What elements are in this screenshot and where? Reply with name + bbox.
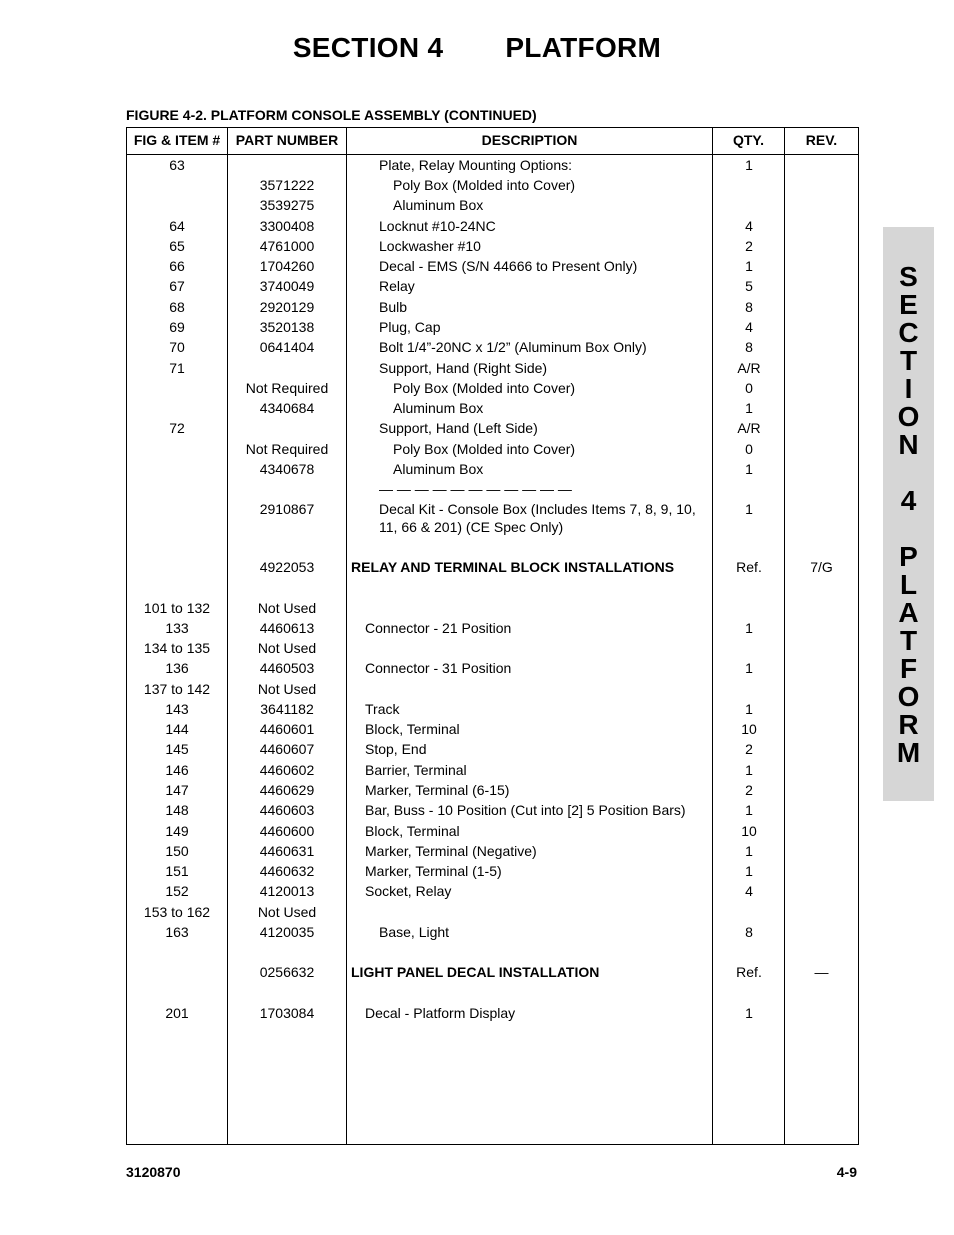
side-tab-letter: R <box>898 709 919 740</box>
part-number-cell: 4120013 <box>259 883 315 899</box>
description-cell: Decal - Platform Display <box>365 1005 516 1021</box>
fig-item-cell: 145 <box>165 741 189 757</box>
qty-cell: 1 <box>745 501 753 517</box>
part-number-cell: 4460600 <box>259 823 315 839</box>
qty-cell: Ref. <box>736 964 762 980</box>
fig-item-cell: 68 <box>169 299 185 315</box>
description-cell: Bolt 1/4”-20NC x 1/2” (Aluminum Box Only) <box>379 339 647 355</box>
fig-item-cell: 65 <box>169 238 185 254</box>
fig-item-cell: 152 <box>165 883 189 899</box>
fig-item-cell: 66 <box>169 258 185 274</box>
fig-item-cell: 63 <box>169 157 185 173</box>
description-cell: Plate, Relay Mounting Options: <box>379 157 572 173</box>
fig-item-cell: 146 <box>165 762 189 778</box>
part-number-cell: 4460607 <box>259 741 315 757</box>
section-title <box>0 32 954 64</box>
part-number-cell: 4340678 <box>259 461 315 477</box>
side-tab-letter: A <box>898 597 919 628</box>
side-tab-letter: F <box>899 653 918 684</box>
description-cell: Connector - 21 Position <box>365 620 512 636</box>
qty-cell: 5 <box>745 278 753 294</box>
fig-item-cell: 147 <box>165 782 189 798</box>
rev-cell: — <box>814 964 829 980</box>
qty-cell: A/R <box>737 360 761 376</box>
qty-cell: 4 <box>745 883 753 899</box>
column-header-qty: QTY. <box>732 132 765 148</box>
part-number-cell: 1703084 <box>259 1005 315 1021</box>
part-number-cell: 3641182 <box>260 701 314 717</box>
fig-item-cell: 143 <box>165 701 189 717</box>
part-number-cell: 3539275 <box>259 197 315 213</box>
part-number-cell: 4460503 <box>259 660 315 676</box>
part-number-cell: 4460601 <box>259 721 315 737</box>
fig-item-cell: 137 to 142 <box>143 681 211 697</box>
description-cell: Poly Box (Molded into Cover) <box>393 380 576 396</box>
description-cell: Stop, End <box>365 741 427 757</box>
description-cell: Support, Hand (Right Side) <box>379 360 548 376</box>
qty-cell: 1 <box>745 400 753 416</box>
part-number-cell: Not Used <box>257 600 317 616</box>
qty-cell: A/R <box>737 420 761 436</box>
qty-cell: 8 <box>745 299 753 315</box>
column-divider <box>346 128 347 1144</box>
column-header-description: DESCRIPTION <box>481 132 578 148</box>
document-number: 3120870 <box>126 1164 181 1180</box>
description-cell: Marker, Terminal (1-5) <box>365 863 502 879</box>
part-number-cell: 3571222 <box>259 177 315 193</box>
side-tab-letter: N <box>898 429 919 460</box>
description-cell: Socket, Relay <box>365 883 452 899</box>
side-tab-letter: 4 <box>900 485 917 516</box>
description-cell: Marker, Terminal (6-15) <box>365 782 510 798</box>
description-cell: — — — — — — — — — — — <box>379 481 572 497</box>
fig-item-cell: 136 <box>165 660 189 676</box>
description-cell: LIGHT PANEL DECAL INSTALLATION <box>351 964 600 980</box>
part-number-cell: 3300408 <box>259 218 315 234</box>
description-cell: Plug, Cap <box>379 319 441 335</box>
qty-cell: Ref. <box>736 559 762 575</box>
description-cell: Base, Light <box>379 924 450 940</box>
fig-item-cell: 101 to 132 <box>143 600 211 616</box>
side-tab-letter: P <box>899 541 918 572</box>
qty-cell: 8 <box>745 339 753 355</box>
fig-item-cell: 153 to 162 <box>143 904 211 920</box>
description-cell: RELAY AND TERMINAL BLOCK INSTALLATIONS <box>351 559 675 575</box>
part-number-cell: Not Used <box>257 640 317 656</box>
qty-cell: 10 <box>741 823 757 839</box>
qty-cell: 0 <box>745 380 753 396</box>
fig-item-cell: 70 <box>169 339 185 355</box>
side-tab-letter: S <box>899 261 918 292</box>
description-cell: Block, Terminal <box>365 721 460 737</box>
side-tab-letter: C <box>898 317 919 348</box>
part-number-cell: 4460602 <box>259 762 315 778</box>
column-divider <box>784 128 785 1144</box>
description-cell: Block, Terminal <box>365 823 460 839</box>
rev-cell: 7/G <box>810 559 833 575</box>
qty-cell: 1 <box>745 620 753 636</box>
side-tab-letter: T <box>899 345 918 376</box>
qty-cell: 8 <box>745 924 753 940</box>
column-header-rev: REV. <box>805 132 838 148</box>
side-tab-letter: T <box>899 625 918 656</box>
part-number-cell: 2910867 <box>259 501 315 517</box>
qty-cell: 2 <box>745 741 753 757</box>
fig-item-cell: 133 <box>165 620 189 636</box>
qty-cell: 1 <box>745 258 753 274</box>
description-cell: Poly Box (Molded into Cover) <box>393 177 576 193</box>
fig-item-cell: 71 <box>169 360 185 376</box>
side-tab-letter: E <box>899 289 918 320</box>
part-number-cell: 0256632 <box>259 964 315 980</box>
description-cell: Decal - EMS (S/N 44666 to Present Only) <box>379 258 638 274</box>
side-tab-letter: O <box>897 681 920 712</box>
part-number-cell: Not Required <box>245 380 329 396</box>
parts-table <box>126 127 859 1145</box>
side-tab-letter: I <box>904 373 913 404</box>
qty-cell: 1 <box>745 843 753 859</box>
part-number-cell: 2920129 <box>259 299 315 315</box>
fig-item-cell: 151 <box>165 863 189 879</box>
description-cell: Locknut #10-24NC <box>379 218 496 234</box>
part-number-cell: 4460613 <box>259 620 315 636</box>
fig-item-cell: 69 <box>169 319 185 335</box>
description-cell: Connector - 31 Position <box>365 660 512 676</box>
column-header-fig: FIG & ITEM # <box>133 132 221 148</box>
qty-cell: 1 <box>745 660 753 676</box>
qty-cell: 2 <box>745 238 753 254</box>
header-divider <box>127 154 858 155</box>
description-cell: Barrier, Terminal <box>365 762 467 778</box>
qty-cell: 4 <box>745 218 753 234</box>
side-tab-letter: O <box>897 401 920 432</box>
section-number: SECTION 4 <box>292 32 444 63</box>
part-number-cell: 3740049 <box>259 278 315 294</box>
description-cell: Support, Hand (Left Side) <box>379 420 538 436</box>
section-name: PLATFORM <box>505 32 662 63</box>
column-header-part: PART NUMBER <box>235 132 339 148</box>
fig-item-cell: 64 <box>169 218 185 234</box>
fig-item-cell: 144 <box>165 721 189 737</box>
qty-cell: 1 <box>745 802 753 818</box>
part-number-cell: Not Required <box>245 441 329 457</box>
part-number-cell: 4460629 <box>259 782 315 798</box>
part-number-cell: 3520138 <box>259 319 315 335</box>
description-cell: Poly Box (Molded into Cover) <box>393 441 576 457</box>
side-tab-letter: L <box>899 569 918 600</box>
part-number-cell: 4460632 <box>259 863 315 879</box>
part-number-cell: 0641404 <box>259 339 315 355</box>
description-cell: Aluminum Box <box>393 197 484 213</box>
description-cell: Decal Kit - Console Box (Includes Items 7, 8, 9, 10, 11, 66 & 201) (CE Spec Only) <box>379 501 696 535</box>
description-cell: Aluminum Box <box>393 461 484 477</box>
part-number-cell: 4761000 <box>259 238 315 254</box>
qty-cell: 1 <box>745 863 753 879</box>
side-tab-letter: M <box>896 737 921 768</box>
fig-item-cell: 67 <box>169 278 185 294</box>
description-cell: Relay <box>379 278 415 294</box>
figure-title: FIGURE 4-2. PLATFORM CONSOLE ASSEMBLY (CONTINUED) <box>126 107 537 123</box>
qty-cell: 0 <box>745 441 753 457</box>
part-number-cell: 4460631 <box>259 843 315 859</box>
part-number-cell: 4120035 <box>259 924 315 940</box>
description-cell: Lockwasher #10 <box>379 238 481 254</box>
fig-item-cell: 72 <box>169 420 185 436</box>
fig-item-cell: 134 to 135 <box>143 640 211 656</box>
description-cell: Marker, Terminal (Negative) <box>365 843 537 859</box>
fig-item-cell: 201 <box>165 1005 189 1021</box>
page-number: 4-9 <box>836 1164 857 1180</box>
part-number-cell: 4340684 <box>259 400 315 416</box>
qty-cell: 1 <box>745 461 753 477</box>
fig-item-cell: 148 <box>165 802 189 818</box>
part-number-cell: 1704260 <box>259 258 315 274</box>
fig-item-cell: 163 <box>165 924 189 940</box>
part-number-cell: 4460603 <box>259 802 315 818</box>
qty-cell: 2 <box>745 782 753 798</box>
part-number-cell: Not Used <box>257 904 317 920</box>
part-number-cell: 4922053 <box>259 559 315 575</box>
fig-item-cell: 149 <box>165 823 189 839</box>
qty-cell: 1 <box>745 701 753 717</box>
qty-cell: 1 <box>745 762 753 778</box>
qty-cell: 10 <box>741 721 757 737</box>
qty-cell: 1 <box>745 1005 753 1021</box>
description-cell: Bulb <box>379 299 408 315</box>
part-number-cell: Not Used <box>257 681 317 697</box>
description-cell: Bar, Buss - 10 Position (Cut into [2] 5 Position Bars) <box>365 802 686 818</box>
qty-cell: 1 <box>745 157 753 173</box>
description-cell: Track <box>365 701 400 717</box>
description-cell: Aluminum Box <box>393 400 484 416</box>
section-side-tab <box>883 227 934 801</box>
fig-item-cell: 150 <box>165 843 189 859</box>
qty-cell: 4 <box>745 319 753 335</box>
